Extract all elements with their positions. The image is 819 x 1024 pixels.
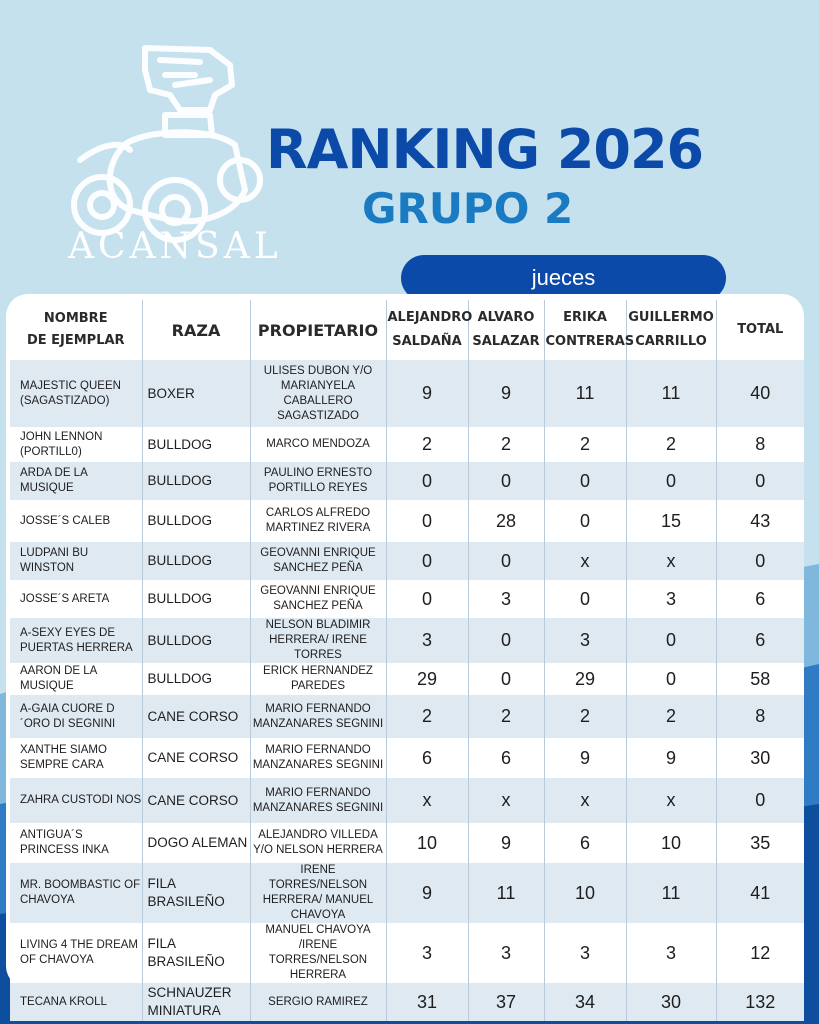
row-score-judge-3: 0	[544, 500, 626, 542]
row-breed: FILA BRASILEÑO	[142, 923, 250, 983]
row-score-judge-3: 3	[544, 618, 626, 663]
row-score-judge-2: 3	[468, 923, 544, 983]
row-score-judge-4: 11	[626, 360, 716, 427]
row-score-judge-3: 34	[544, 983, 626, 1021]
row-score-judge-1: x	[386, 778, 468, 823]
header-propietario-label: PROPIETARIO	[257, 320, 379, 340]
row-score-judge-4: 9	[626, 738, 716, 778]
row-owner: PAULINO ERNESTO PORTILLO REYES	[250, 462, 386, 500]
table-row	[10, 542, 804, 580]
page-subtitle: GRUPO 2	[362, 184, 574, 233]
row-score-judge-1: 29	[386, 663, 468, 695]
row-breed: BULLDOG	[142, 663, 250, 695]
table-row	[10, 778, 804, 823]
row-score-judge-1: 10	[386, 823, 468, 863]
header-judge-1-line1: ALEJANDRO	[387, 310, 473, 325]
row-owner: ALEJANDRO VILLEDA Y/O NELSON HERRERA	[250, 823, 386, 863]
judges-label: jueces	[401, 255, 726, 301]
row-owner: CARLOS ALFREDO MARTINEZ RIVERA	[250, 500, 386, 542]
row-owner: NELSON BLADIMIR HERRERA/ IRENE TORRES	[250, 618, 386, 663]
row-score-judge-3: 2	[544, 427, 626, 462]
row-score-judge-2: 37	[468, 983, 544, 1021]
row-score-judge-3: 9	[544, 738, 626, 778]
row-name: A-GAIA CUORE D ´ORO DI SEGNINI	[10, 695, 142, 738]
row-score-judge-1: 0	[386, 542, 468, 580]
row-total: 6	[716, 618, 804, 663]
header-raza	[142, 300, 250, 360]
table-header-row	[10, 300, 804, 360]
header-judge-3-line2: CONTRERAS	[545, 334, 635, 349]
row-score-judge-4: 2	[626, 427, 716, 462]
table-row	[10, 618, 804, 663]
row-name: ANTIGUA´S PRINCESS INKA	[10, 823, 142, 863]
row-score-judge-1: 3	[386, 923, 468, 983]
row-score-judge-3: 6	[544, 823, 626, 863]
header-judge-2-line2: SALAZAR	[472, 334, 540, 349]
row-score-judge-2: 0	[468, 542, 544, 580]
row-score-judge-2: 6	[468, 738, 544, 778]
header-propietario	[250, 300, 386, 360]
row-score-judge-4: 3	[626, 923, 716, 983]
row-score-judge-2: 11	[468, 863, 544, 923]
table-row	[10, 863, 804, 923]
row-name: TECANA KROLL	[10, 983, 142, 1021]
row-name: ZAHRA CUSTODI NOS	[10, 778, 142, 823]
row-score-judge-4: 0	[626, 663, 716, 695]
row-score-judge-2: 9	[468, 823, 544, 863]
row-score-judge-3: 0	[544, 580, 626, 618]
row-total: 8	[716, 427, 804, 462]
row-name: MR. BOOMBASTIC OF CHAVOYA	[10, 863, 142, 923]
row-owner: SERGIO RAMIREZ	[250, 983, 386, 1021]
row-score-judge-4: 11	[626, 863, 716, 923]
row-owner: GEOVANNI ENRIQUE SANCHEZ PEÑA	[250, 542, 386, 580]
header-judge-3-line1: ERIKA	[563, 310, 607, 325]
row-owner: ULISES DUBON Y/O MARIANYELA CABALLERO SAGASTIZADO	[250, 360, 386, 427]
row-breed: FILA BRASILEÑO	[142, 863, 250, 923]
row-owner: MARIO FERNANDO MANZANARES SEGNINI	[250, 738, 386, 778]
row-total: 0	[716, 778, 804, 823]
row-score-judge-1: 3	[386, 618, 468, 663]
header-judge-2	[468, 300, 544, 360]
row-score-judge-3: x	[544, 542, 626, 580]
row-score-judge-4: 30	[626, 983, 716, 1021]
row-score-judge-2: 0	[468, 618, 544, 663]
row-name: AARON DE LA MUSIQUE	[10, 663, 142, 695]
row-score-judge-4: 0	[626, 462, 716, 500]
table-row	[10, 580, 804, 618]
row-score-judge-1: 2	[386, 427, 468, 462]
row-name: MAJESTIC QUEEN (SAGASTIZADO)	[10, 360, 142, 427]
header-nombre-line1: NOMBRE	[43, 311, 108, 326]
row-owner: MARIO FERNANDO MANZANARES SEGNINI	[250, 778, 386, 823]
row-total: 58	[716, 663, 804, 695]
row-score-judge-3: 2	[544, 695, 626, 738]
row-score-judge-4: x	[626, 542, 716, 580]
row-breed: BULLDOG	[142, 500, 250, 542]
row-name: JOSSE´S CALEB	[10, 500, 142, 542]
row-score-judge-3: 3	[544, 923, 626, 983]
row-breed: BULLDOG	[142, 462, 250, 500]
row-score-judge-2: 2	[468, 695, 544, 738]
row-breed: BULLDOG	[142, 427, 250, 462]
row-breed: SCHNAUZER MINIATURA	[142, 983, 250, 1021]
table-row	[10, 663, 804, 695]
row-total: 0	[716, 462, 804, 500]
table-row	[10, 427, 804, 462]
row-name: JOHN LENNON (PORTILL0)	[10, 427, 142, 462]
row-score-judge-4: x	[626, 778, 716, 823]
header-judge-4-line2: CARRILLO	[635, 334, 707, 349]
row-score-judge-3: 0	[544, 462, 626, 500]
row-score-judge-3: 29	[544, 663, 626, 695]
row-breed: BULLDOG	[142, 542, 250, 580]
row-breed: DOGO ALEMAN	[142, 823, 250, 863]
row-score-judge-2: 9	[468, 360, 544, 427]
header-nombre	[10, 300, 142, 360]
row-total: 30	[716, 738, 804, 778]
row-score-judge-4: 3	[626, 580, 716, 618]
header-judge-4	[626, 300, 716, 360]
row-score-judge-4: 0	[626, 618, 716, 663]
header-judge-2-line1: ALVARO	[477, 310, 535, 325]
logo-text: ACANSAL	[68, 226, 282, 267]
row-score-judge-1: 6	[386, 738, 468, 778]
row-score-judge-3: 10	[544, 863, 626, 923]
row-breed: BOXER	[142, 360, 250, 427]
row-total: 6	[716, 580, 804, 618]
row-score-judge-1: 9	[386, 360, 468, 427]
table-row	[10, 923, 804, 983]
header-judge-1	[386, 300, 473, 360]
row-owner: MANUEL CHAVOYA /IRENE TORRES/NELSON HERRERA	[250, 923, 386, 983]
row-score-judge-4: 10	[626, 823, 716, 863]
row-name: XANTHE SIAMO SEMPRE CARA	[10, 738, 142, 778]
page-title: RANKING 2026	[266, 118, 704, 181]
row-name: LIVING 4 THE DREAM OF CHAVOYA	[10, 923, 142, 983]
row-score-judge-4: 2	[626, 695, 716, 738]
row-score-judge-3: x	[544, 778, 626, 823]
row-breed: CANE CORSO	[142, 695, 250, 738]
row-name: A-SEXY EYES DE PUERTAS HERRERA	[10, 618, 142, 663]
header-judge-4-line1: GUILLERMO	[628, 310, 714, 325]
header-raza-label: RAZA	[171, 320, 221, 340]
header-judge-1-line2: SALDAÑA	[392, 334, 462, 349]
row-score-judge-1: 2	[386, 695, 468, 738]
ranking-table	[10, 300, 804, 1021]
row-score-judge-1: 0	[386, 580, 468, 618]
row-owner: MARIO FERNANDO MANZANARES SEGNINI	[250, 695, 386, 738]
row-score-judge-3: 11	[544, 360, 626, 427]
row-owner: GEOVANNI ENRIQUE SANCHEZ PEÑA	[250, 580, 386, 618]
row-total: 132	[716, 983, 804, 1021]
row-score-judge-1: 0	[386, 500, 468, 542]
table-row	[10, 462, 804, 500]
row-breed: CANE CORSO	[142, 738, 250, 778]
table-row	[10, 500, 804, 542]
row-owner: MARCO MENDOZA	[250, 427, 386, 462]
row-total: 43	[716, 500, 804, 542]
row-score-judge-2: 3	[468, 580, 544, 618]
header-total-label: TOTAL	[737, 322, 784, 337]
table-row	[10, 823, 804, 863]
row-score-judge-2: 0	[468, 462, 544, 500]
row-total: 0	[716, 542, 804, 580]
row-breed: CANE CORSO	[142, 778, 250, 823]
row-score-judge-2: x	[468, 778, 544, 823]
row-name: JOSSE´S ARETA	[10, 580, 142, 618]
row-owner: ERICK HERNANDEZ PAREDES	[250, 663, 386, 695]
table-row	[10, 360, 804, 427]
row-score-judge-2: 28	[468, 500, 544, 542]
row-total: 35	[716, 823, 804, 863]
row-score-judge-1: 31	[386, 983, 468, 1021]
row-breed: BULLDOG	[142, 618, 250, 663]
row-score-judge-2: 2	[468, 427, 544, 462]
row-total: 8	[716, 695, 804, 738]
row-name: LUDPANI BU WINSTON	[10, 542, 142, 580]
row-owner: IRENE TORRES/NELSON HERRERA/ MANUEL CHAVOYA	[250, 863, 386, 923]
header-total	[716, 300, 804, 360]
row-score-judge-2: 0	[468, 663, 544, 695]
row-total: 41	[716, 863, 804, 923]
header-judge-3	[544, 300, 635, 360]
row-breed: BULLDOG	[142, 580, 250, 618]
row-score-judge-1: 9	[386, 863, 468, 923]
row-score-judge-1: 0	[386, 462, 468, 500]
table-row	[10, 695, 804, 738]
row-total: 40	[716, 360, 804, 427]
header-nombre-line2: DE EJEMPLAR	[26, 333, 125, 348]
row-name: ARDA DE LA MUSIQUE	[10, 462, 142, 500]
row-score-judge-4: 15	[626, 500, 716, 542]
table-row	[10, 738, 804, 778]
row-total: 12	[716, 923, 804, 983]
table-row	[10, 983, 804, 1021]
